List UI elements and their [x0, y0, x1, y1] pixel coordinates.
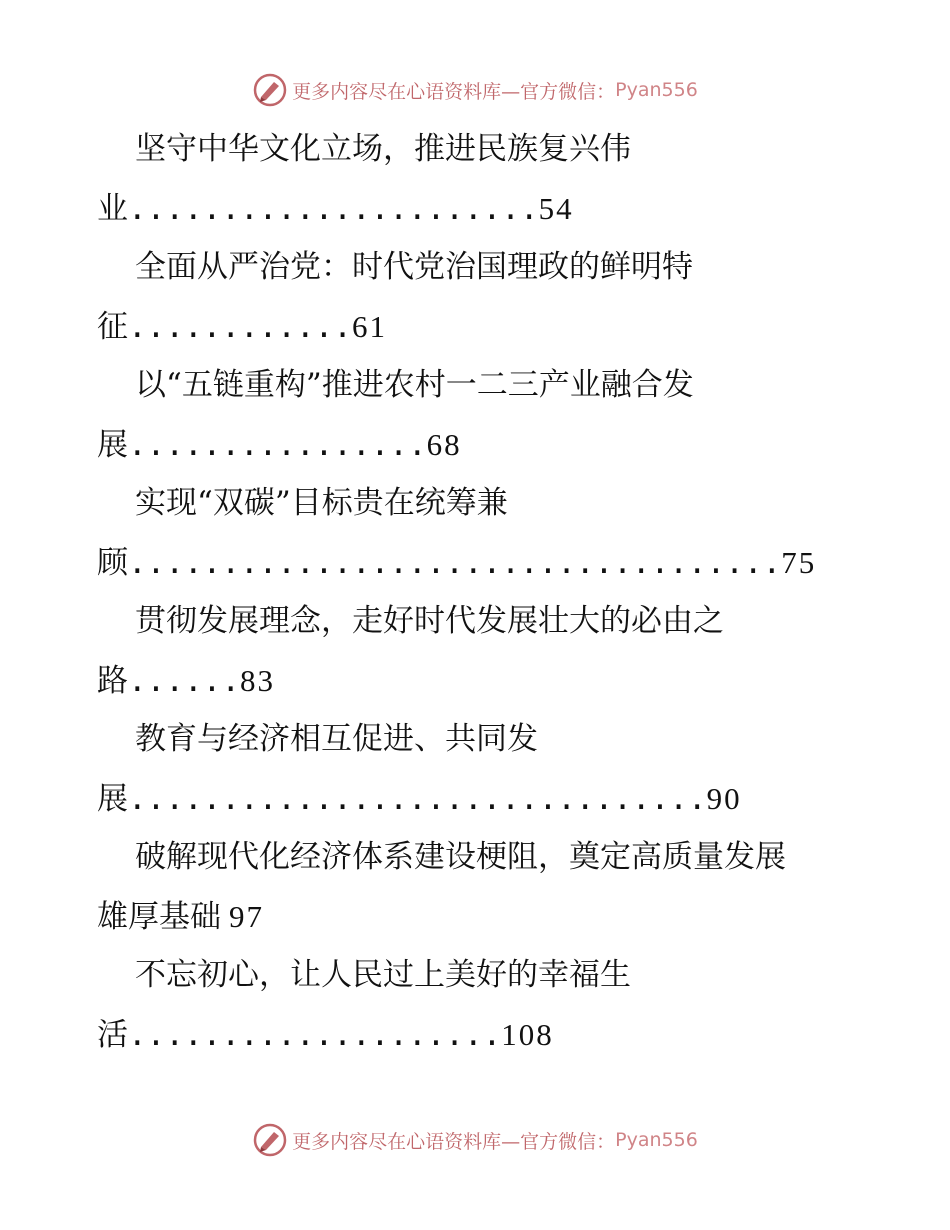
toc-page-number: 90: [706, 781, 742, 816]
toc-entry[interactable]: [0, 946, 950, 1064]
toc-page-number: 83: [239, 663, 275, 698]
toc-entry[interactable]: [0, 238, 950, 356]
toc-entry[interactable]: [0, 474, 950, 592]
toc-leader: ...............................: [128, 781, 707, 817]
toc-entry-title: 不忘初心，让人民过上美好的幸福生: [135, 957, 631, 993]
watermark-text: 更多内容尽在心语资料库—官方微信：: [292, 80, 616, 103]
toc-entry-title: 全面从严治党：时代党治国理政的鲜明特: [135, 249, 693, 285]
toc-entry-page-line: [0, 533, 950, 592]
toc-entry-page-line: [0, 887, 950, 946]
toc-entry-title: 破解现代化经济体系建设梗阻，奠定高质量发展: [135, 839, 786, 875]
toc-leader: ....................: [128, 1017, 502, 1053]
toc-page-number: 54: [538, 191, 574, 226]
toc-entry-page-line: [0, 415, 950, 474]
toc-leader: ...................................: [128, 545, 782, 581]
toc-leader: ......: [128, 663, 240, 699]
toc-page-number: 68: [426, 427, 462, 462]
toc-entry-title: 教育与经济相互促进、共同发: [135, 721, 538, 757]
toc-entry[interactable]: [0, 828, 950, 946]
toc-leader: ......................: [128, 191, 539, 227]
toc-entry-title: 坚守中华文化立场，推进民族复兴伟: [135, 131, 631, 167]
toc-entry-tail: 业: [97, 191, 128, 227]
watermark-wechat-id: Pyan556: [615, 79, 698, 101]
toc-entry[interactable]: [0, 592, 950, 710]
toc-entry-tail: 雄厚基础: [97, 899, 221, 935]
toc-entry-tail: 活: [97, 1017, 128, 1053]
toc-entry-tail: 顾: [97, 545, 128, 581]
toc-page-number: 75: [781, 545, 817, 580]
toc-entry[interactable]: [0, 710, 950, 828]
toc-entry-page-line: [0, 769, 950, 828]
toc-entry-tail: 路: [97, 663, 128, 699]
pen-logo-icon: [252, 72, 288, 108]
toc-entry-title: 实现“双碳”目标贵在统筹兼: [135, 485, 508, 521]
toc-leader: ................: [128, 427, 427, 463]
toc-page-number: 97: [229, 899, 264, 934]
toc-entry-tail: 征: [97, 309, 128, 345]
toc-entry-page-line: [0, 1005, 950, 1064]
header-watermark: [0, 70, 950, 110]
toc-entry[interactable]: [0, 120, 950, 238]
toc-entry-title: 以“五链重构”推进农村一二三产业融合发: [135, 367, 694, 403]
pen-logo-icon: [252, 1122, 288, 1158]
toc-entry[interactable]: [0, 356, 950, 474]
toc-page-number: 108: [501, 1017, 554, 1052]
table-of-contents: [0, 120, 950, 1064]
toc-entry-tail: 展: [97, 427, 128, 463]
toc-leader: ............: [128, 309, 352, 345]
toc-entry-page-line: [0, 297, 950, 356]
watermark-wechat-id: Pyan556: [615, 1129, 698, 1151]
toc-entry-title: 贯彻发展理念，走好时代发展壮大的必由之: [135, 603, 724, 639]
toc-page-number: 61: [351, 309, 387, 344]
toc-entry-page-line: [0, 179, 950, 238]
toc-entry-page-line: [0, 651, 950, 710]
footer-watermark: [0, 1120, 950, 1160]
watermark-text: 更多内容尽在心语资料库—官方微信：: [292, 1130, 616, 1153]
toc-entry-tail: 展: [97, 781, 128, 817]
